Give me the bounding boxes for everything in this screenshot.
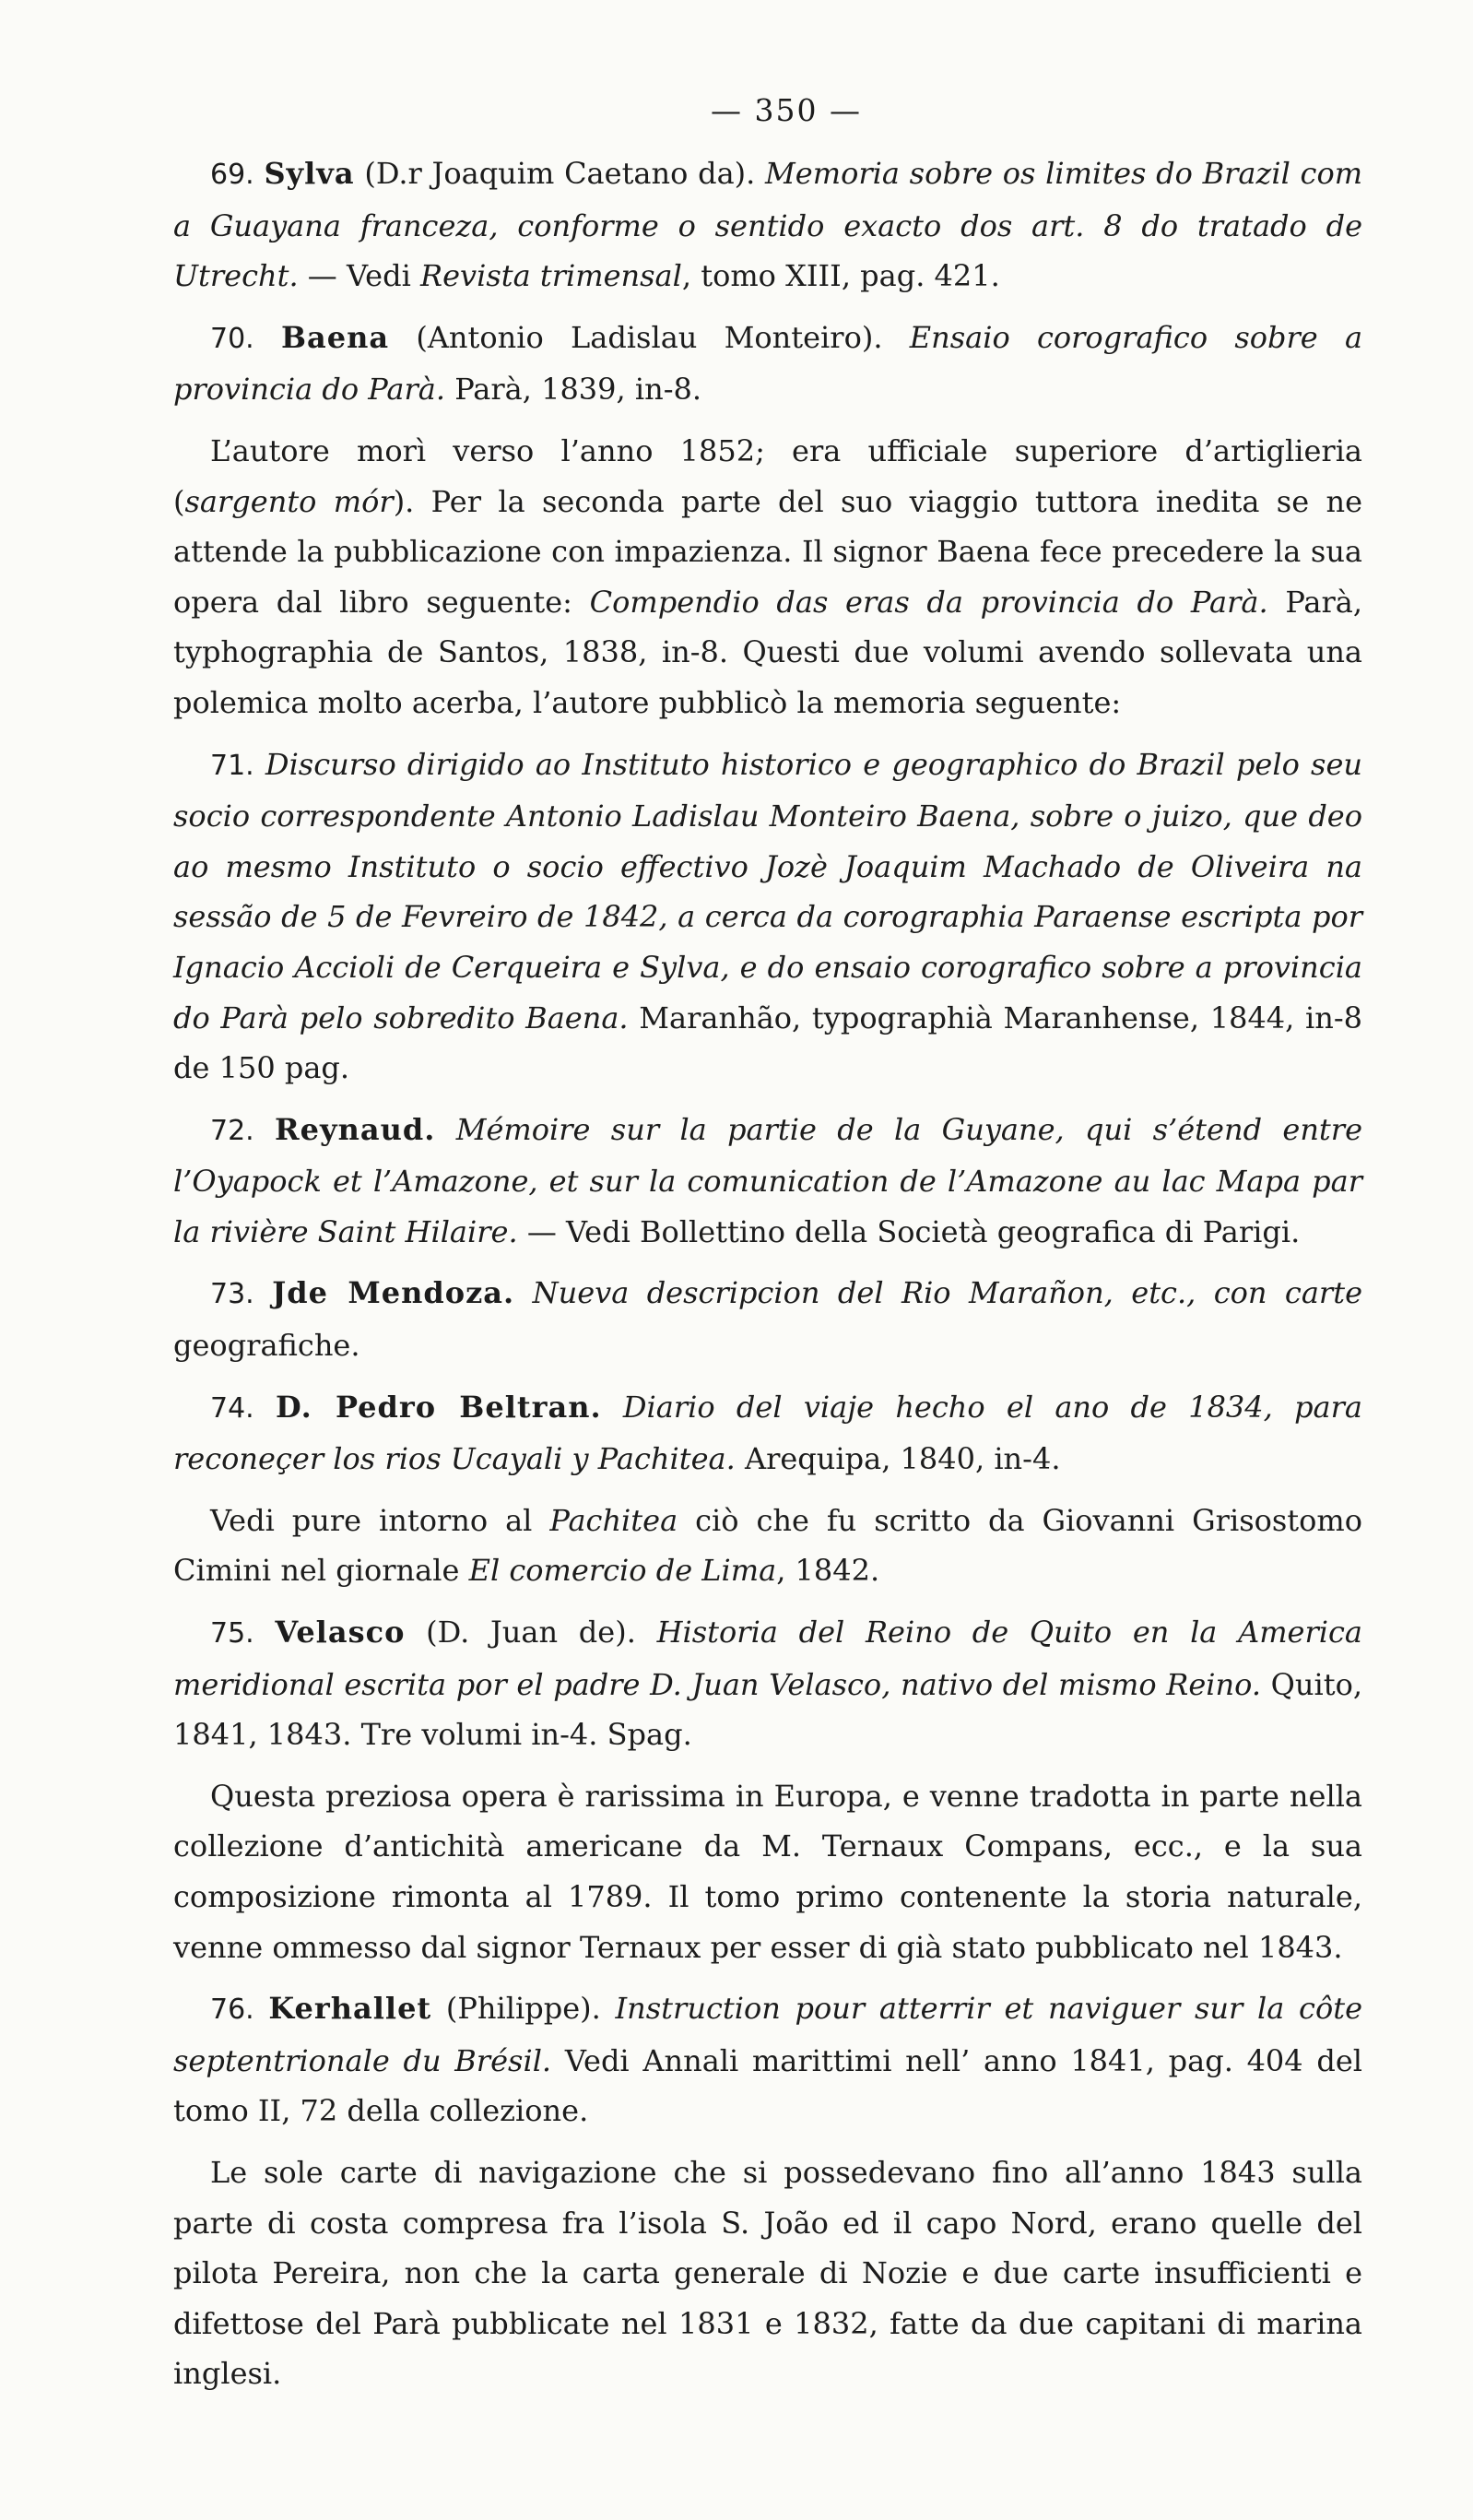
note-text: , 1842. xyxy=(776,1553,880,1589)
imprint-text: Parà, 1839, in-8. xyxy=(454,372,702,408)
note-paragraph-70 xyxy=(173,426,1362,728)
entry-74 xyxy=(173,1382,1362,1485)
page-number: — 350 — xyxy=(711,92,862,128)
work-title: Mémoire sur la partie de la Guyane, qui s’étend entre l’Oyapock et l’Amazone, et sur la comunication de l’Amazone au lac Mapa par la rivière Saint Hilaire. xyxy=(173,1111,1363,1249)
author-detail: (Philippe). xyxy=(445,1991,601,2027)
work-title: Memoria sobre os limites do Brazil com a Guayana franceza, conforme o sentido exacto dos art. 8 do tratado de Utrecht. xyxy=(173,156,1363,294)
note-italic: sargento mór xyxy=(184,483,394,519)
entry-70 xyxy=(173,313,1362,415)
periodical-title: Revista trimensal xyxy=(419,258,682,294)
reference-text: — Vedi Bollettino della Società geografica di Parigi. xyxy=(526,1213,1301,1249)
reference-text: Vedi Annali marittimi nell’ anno 1841, pag. 404 del tomo II, 72 della collezione. xyxy=(173,2042,1363,2129)
imprint-text: Arequipa, 1840, in-4. xyxy=(744,1441,1061,1477)
reference-text: geografiche. xyxy=(173,1328,360,1364)
entry-69 xyxy=(173,148,1362,302)
work-title: Historia del Reino de Quito en la America meridional escrita por el padre D. Juan Velasco, nativo del mismo Reino. xyxy=(173,1615,1363,1702)
note-text: ciò che fu scritto da Giovanni Grisostomo Cimini nel giornale xyxy=(173,1502,1363,1589)
author-detail: (D.r Joaquim Caetano da). xyxy=(364,156,756,191)
work-title: Diario del viaje hecho el ano de 1834, para reconeçer los rios Ucayali y Pachitea. xyxy=(173,1389,1362,1477)
entry-73 xyxy=(173,1268,1362,1370)
note-text: Questa preziosa opera è rarissima in Europa, e venne tradotta in parte nella collezione d’antichità americane da M. Ternaux Compans, ecc., e la sua composizione rimonta al 1789. Il tomo primo contenente la storia naturale, venne ommesso dal signor Ternaux per esser di già stato pubblicato nel 1843. xyxy=(173,1778,1362,1965)
entry-number: 70. xyxy=(210,322,254,355)
work-title: Instruction pour atterrir et naviguer sur la côte septentrionale du Brésil. xyxy=(173,1991,1363,2078)
note-italic: El comercio de Lima xyxy=(468,1553,777,1589)
book-page xyxy=(173,92,1362,2399)
note-paragraph-74 xyxy=(173,1496,1362,1596)
entry-number: 74. xyxy=(210,1391,254,1425)
author-name: Reynaud. xyxy=(275,1111,436,1147)
note-text: Le sole carte di navigazione che si possedevano fino all’anno 1843 sulla parte di costa compresa fra l’isola S. João ed il capo Nord, erano quelle del pilota Pereira, non che la carta generale di Nozie e due carte insufficienti e difettose del Parà pubblicate nel 1831 e 1832, fatte da due capitani di marina inglesi. xyxy=(173,2154,1362,2392)
note-paragraph-76 xyxy=(173,2147,1362,2399)
entry-number: 69. xyxy=(210,159,254,191)
note-italic: Compendio das eras da provincia do Parà. xyxy=(589,584,1268,620)
imprint-text: Maranhão, typographià Maranhense, 1844, in-8 de 150 pag. xyxy=(173,1000,1363,1086)
entry-75 xyxy=(173,1607,1362,1760)
entry-71 xyxy=(173,739,1362,1094)
note-text: Vedi pure intorno al xyxy=(210,1502,533,1538)
author-name: Jde Mendoza. xyxy=(272,1275,515,1311)
entry-number: 73. xyxy=(210,1278,254,1311)
entry-72 xyxy=(173,1105,1362,1258)
reference-text: — Vedi xyxy=(307,258,411,294)
note-text: ). Per la seconda parte del suo viaggio tuttora inedita se ne attende la pubblicazione con impazienza. Il signor Baena fece precedere la sua opera dal libro seguente: xyxy=(173,483,1363,620)
note-paragraph-75 xyxy=(173,1771,1362,1972)
note-text: L’autore morì verso l’anno 1852; era ufficiale superiore d’artiglieria ( xyxy=(173,432,1362,519)
author-name: Baena xyxy=(280,319,390,355)
work-title: Discurso dirigido ao Instituto historico e geographico do Brazil pelo seu socio correspondente Antonio Ladislau Monteiro Baena, sobre o juizo, que deo ao mesmo Instituto o socio effectivo Jozè Joaquim Machado de Oliveira na sessão de 5 de Fevreiro de 1842, a cerca da corographia Paraense escripta por Ignacio Accioli de Cerqueira e Sylva, e do ensaio corografico sobre a provincia do Parà pelo sobredito Baena. xyxy=(173,746,1362,1035)
author-name: Sylva xyxy=(264,156,355,191)
imprint-text: Quito, 1841, 1843. Tre volumi in-4. Spag. xyxy=(173,1666,1362,1753)
entry-number: 76. xyxy=(210,1994,254,2027)
entry-number: 71. xyxy=(210,749,254,782)
entry-76 xyxy=(173,1983,1362,2136)
author-detail: (Antonio Ladislau Monteiro). xyxy=(416,319,883,355)
entry-number: 75. xyxy=(210,1617,254,1650)
author-name: Kerhallet xyxy=(268,1991,432,2027)
entry-number: 72. xyxy=(210,1114,254,1147)
note-text: Parà, typhographia de Santos, 1838, in-8. Questi due volumi avendo sollevata una polemica molto acerba, l’autore pubblicò la memoria seguente: xyxy=(173,584,1363,720)
author-detail: (D. Juan de). xyxy=(426,1615,636,1650)
note-italic: Pachitea xyxy=(549,1502,678,1538)
reference-text: , tomo XIII, pag. 421. xyxy=(681,258,1000,294)
author-name: D. Pedro Beltran. xyxy=(275,1389,602,1425)
work-title: Nueva descripcion del Rio Marañon, etc., con carte xyxy=(532,1275,1363,1311)
work-title: Ensaio corografico sobre a provincia do Parà. xyxy=(173,319,1363,408)
author-name: Velasco xyxy=(275,1615,406,1650)
